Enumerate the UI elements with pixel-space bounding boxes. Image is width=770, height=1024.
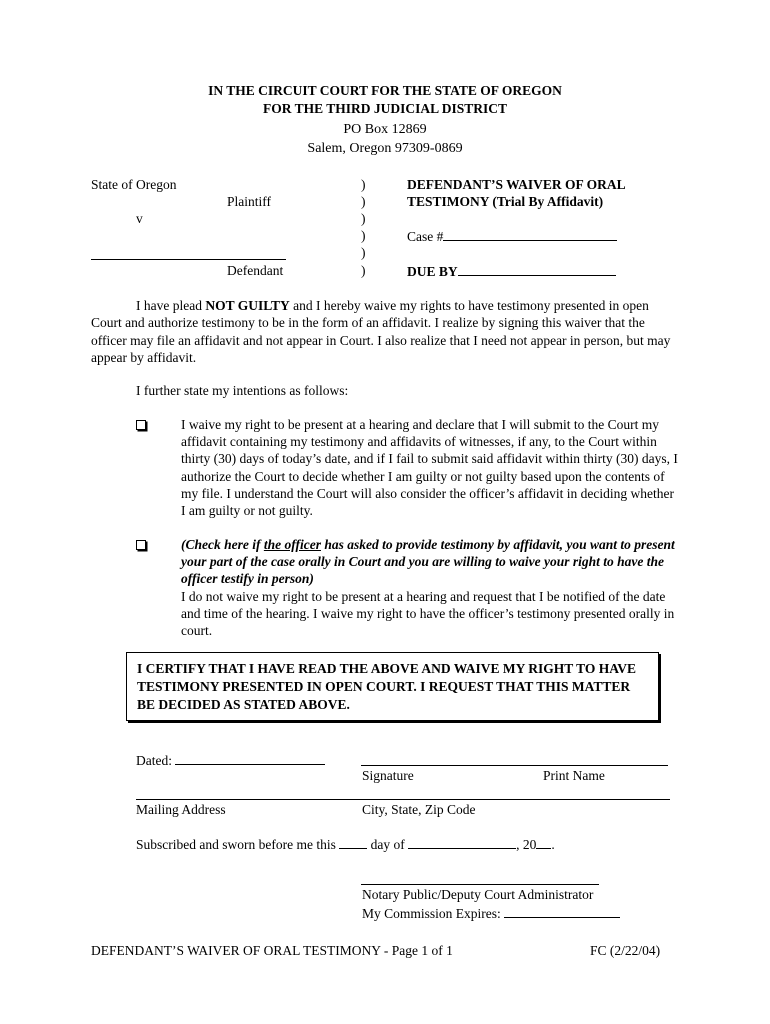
sworn-text-a: Subscribed and sworn before me this [136, 837, 336, 852]
footer-title: DEFENDANT’S WAIVER OF ORAL TESTIMONY - Page 1 of 1 [91, 943, 453, 958]
sworn-month-line[interactable] [408, 836, 516, 849]
notary-signature-line[interactable] [361, 884, 599, 885]
case-number-label: Case # [407, 229, 444, 244]
due-by-line[interactable] [458, 263, 616, 276]
print-name-label: Print Name [543, 768, 605, 783]
option2-block [181, 536, 681, 639]
sworn-text-d: . [551, 837, 555, 852]
due-by-field[interactable] [407, 263, 616, 280]
waiver-paragraph [91, 297, 681, 367]
caption-paren: ) [361, 245, 366, 260]
caption-paren: ) [361, 263, 366, 278]
option1-text: I waive my right to be present at a hearing and declare that I will submit to the Court my affidavit containing my testimony and affidavits of witnesses, if any, to the Court within thirty (30) days of today’s date, and if I fail to submit said affidavit within thirty (30) days, I authorize the Court to decide whether I am guilty or not guilty based upon the contents of my file. I understand the Court will also consider the officer’s affidavit in deciding whether I am guilty or not guilty. [181, 417, 678, 519]
caption-paren: ) [361, 211, 366, 226]
district-heading: FOR THE THIRD JUDICIAL DISTRICT [262, 101, 508, 116]
waiver-text-start: I have plead [136, 298, 206, 313]
sworn-text-c: , 20 [516, 837, 537, 852]
city-address: Salem, Oregon 97309-0869 [307, 141, 463, 156]
signature-label: Signature [362, 768, 414, 783]
signature-line[interactable] [361, 765, 668, 766]
document-subtitle: TESTIMONY (Trial By Affidavit) [407, 194, 604, 209]
not-guilty-text: NOT GUILTY [205, 298, 290, 313]
case-number-field[interactable] [407, 228, 617, 245]
dated-label: Dated: [136, 753, 172, 768]
sworn-year-line[interactable] [536, 836, 551, 849]
certification-text: I CERTIFY THAT I HAVE READ THE ABOVE AND WAIVE MY RIGHT TO HAVE TESTIMONY PRESENTED IN OPEN COURT. I REQUEST THAT THIS MATTER BE DECIDED AS STATED ABOVE. [137, 661, 637, 712]
dated-field[interactable] [136, 752, 325, 769]
option2-instruction-a: (Check here if [181, 537, 264, 552]
option2-instruction-underlined: the officer [263, 537, 321, 552]
po-box: PO Box 12869 [343, 122, 427, 137]
option2-text: I do not waive my right to be present at a hearing and request that I be notified of the date and time of the hearing. I waive my right to have the officer’s testimony presented orally in court. [181, 588, 675, 639]
commission-label: My Commission Expires: [362, 906, 501, 921]
waiver-text-rest: and I hereby waive my rights to have testimony presented in open Court and authorize testimony to be in the form of an affidavit. I realize by signing this waiver that the officer may file an affidavit and not appear in Court. I also realize that I need not appear in person, but may appear by affidavit. [91, 298, 671, 366]
dated-line[interactable] [175, 752, 325, 765]
sworn-text-b: day of [370, 837, 405, 852]
plaintiff-label: Plaintiff [227, 194, 272, 209]
notary-label: Notary Public/Deputy Court Administrator [362, 887, 594, 902]
caption-paren: ) [361, 194, 366, 209]
caption-paren: ) [361, 228, 366, 243]
mailing-address-label: Mailing Address [136, 802, 226, 817]
document-title: DEFENDANT’S WAIVER OF ORAL [407, 177, 626, 192]
option2-instruction-b: has asked to provide testimony by affidavit, you want to present your part of the case orally in Court and you are willing to waive your right to have the officer testify in person) [181, 537, 675, 587]
defendant-label: Defendant [227, 263, 284, 278]
due-by-label: DUE BY [407, 264, 458, 279]
intentions-statement: I further state my intentions as follows: [136, 383, 349, 398]
versus-label: v [136, 211, 143, 226]
sworn-statement [136, 836, 555, 853]
case-number-line[interactable] [443, 228, 617, 241]
sworn-day-line[interactable] [339, 836, 367, 849]
commission-field[interactable] [362, 905, 620, 922]
option2-checkbox[interactable] [136, 540, 146, 550]
address-line[interactable] [136, 799, 670, 800]
certification-box [126, 652, 659, 721]
option1-checkbox[interactable] [136, 420, 146, 430]
caption-paren: ) [361, 177, 366, 192]
court-heading: IN THE CIRCUIT COURT FOR THE STATE OF OREGON [208, 83, 562, 98]
defendant-name-line[interactable] [91, 259, 286, 260]
commission-line[interactable] [504, 905, 620, 918]
city-state-zip-label: City, State, Zip Code [362, 802, 476, 817]
state-of-oregon: State of Oregon [91, 177, 177, 192]
form-code: FC (2/22/04) [590, 943, 661, 958]
